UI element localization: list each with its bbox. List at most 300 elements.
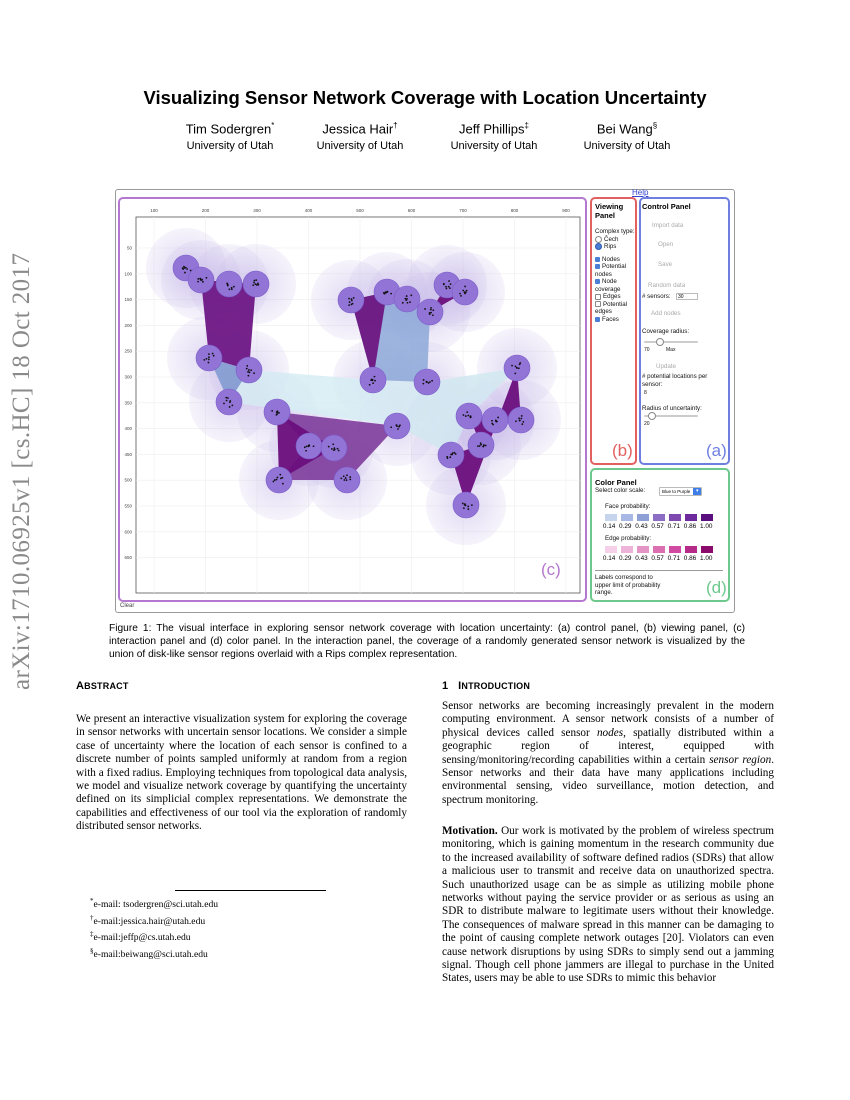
radio-icon bbox=[595, 236, 602, 243]
motivation-label: Motivation. bbox=[442, 825, 498, 837]
potential-location-dot bbox=[398, 426, 400, 428]
sensor-node[interactable] bbox=[216, 271, 242, 297]
author-mark: * bbox=[271, 121, 275, 130]
x-tick-label: 200 bbox=[201, 208, 210, 213]
potential-location-dot bbox=[277, 477, 279, 479]
clear-button[interactable]: Clear bbox=[120, 603, 135, 609]
potential-location-dot bbox=[432, 309, 434, 311]
potential-location-dot bbox=[449, 287, 451, 289]
potential-location-dot bbox=[353, 297, 355, 299]
edges-checkbox[interactable] bbox=[595, 293, 635, 301]
faces-checkbox[interactable] bbox=[595, 316, 635, 324]
potential-location-dot bbox=[252, 284, 254, 286]
footnote bbox=[90, 928, 218, 945]
x-tick-label: 600 bbox=[407, 208, 416, 213]
potential-location-dot bbox=[424, 308, 426, 310]
potential-location-dot bbox=[202, 281, 204, 283]
potential-location-dot bbox=[186, 268, 188, 270]
viewing-panel-content bbox=[595, 202, 635, 323]
cech-label: Čech bbox=[604, 235, 619, 243]
potential-location-dot bbox=[201, 279, 203, 281]
y-tick-label: 550 bbox=[124, 503, 132, 509]
potential-location-dot bbox=[515, 365, 517, 367]
sensor-node[interactable] bbox=[508, 407, 534, 433]
color-swatch bbox=[701, 546, 713, 553]
potential-location-dot bbox=[467, 506, 469, 508]
potential-location-dot bbox=[247, 375, 249, 377]
author-mark: ‡ bbox=[524, 121, 529, 130]
sensor-node[interactable] bbox=[216, 389, 242, 415]
author-affiliation: University of Utah bbox=[450, 140, 538, 153]
potential-location-dot bbox=[386, 291, 388, 293]
potential-location-dot bbox=[383, 292, 385, 294]
potential-location-dot bbox=[272, 481, 274, 483]
potential-location-dot bbox=[346, 474, 348, 476]
potential-location-dot bbox=[182, 268, 184, 270]
potential-location-dot bbox=[406, 295, 408, 297]
potential-location-dot bbox=[206, 358, 208, 360]
potential-location-dot bbox=[231, 287, 233, 289]
author-name: Tim Sodergren bbox=[185, 121, 272, 137]
potential-location-dot bbox=[346, 479, 348, 481]
panel-label-a: (a) bbox=[706, 441, 727, 460]
y-tick-label: 100 bbox=[124, 271, 132, 277]
potential-location-dot bbox=[349, 479, 351, 481]
coverage-radius-value: 70 bbox=[644, 347, 650, 353]
potential-location-dot bbox=[278, 412, 280, 414]
abstract-text: We present an interactive visualization system for exploring the coverage in sensor networks with uncertain sensor locations. We consider a simple case of uncertainty where the location of each sensor is confined to a discrete number of points sampled uniformly at random from a region with a fixed radius. Employing techniques from topological data analysis, we model and visualize network coverage by quantifying the uncertainty defined on its simplicial complex representations. We demonstrate the capabilities and effectiveness of our tool via the exploration of randomly distributed sensor networks. bbox=[76, 713, 407, 833]
potential-location-dot bbox=[402, 302, 404, 304]
potential-location-dot bbox=[282, 483, 284, 485]
color-swatch bbox=[605, 514, 617, 521]
potential-location-dot bbox=[463, 414, 465, 416]
potential-location-dot bbox=[511, 365, 513, 367]
potential-location-dot bbox=[426, 381, 428, 383]
cech-radio[interactable] bbox=[595, 236, 635, 244]
intro-text: Sensor networks are becoming increasingly prevalent in the modern computing environment. A sensor network consists of a number of physical devices called sensor bbox=[442, 700, 774, 739]
potential-location-dot bbox=[491, 420, 493, 422]
num-sensors-input[interactable]: 30 bbox=[676, 293, 698, 300]
footnote-text: e-mail: tsodergren@sci.utah.edu bbox=[93, 899, 219, 911]
potential-location-dot bbox=[369, 384, 371, 386]
potential-location-dot bbox=[213, 355, 215, 357]
y-tick-label: 150 bbox=[124, 297, 132, 303]
potential-location-dot bbox=[496, 421, 498, 423]
potential-location-dot bbox=[428, 382, 430, 384]
footnote-rule bbox=[175, 890, 326, 891]
color-swatch bbox=[621, 546, 633, 553]
potential-location-dot bbox=[304, 446, 306, 448]
potential-location-dot bbox=[331, 448, 333, 450]
probability-value: 1.00 bbox=[699, 523, 713, 530]
potential-location-dot bbox=[463, 507, 465, 509]
footnote-mark: ‡ bbox=[90, 930, 94, 939]
footnote-text: e-mail:beiwang@sci.utah.edu bbox=[93, 949, 208, 961]
node-coverage-checkbox[interactable] bbox=[595, 278, 635, 293]
potential-location-dot bbox=[348, 298, 350, 300]
potential-location-dot bbox=[343, 475, 345, 477]
y-tick-label: 300 bbox=[124, 374, 132, 380]
radius-uncertainty-label: Radius of uncertainty: bbox=[642, 405, 702, 412]
y-tick-label: 250 bbox=[124, 348, 132, 354]
introduction-heading-rest: NTRODUCTION bbox=[461, 681, 531, 691]
potential-location-dot bbox=[521, 415, 523, 417]
coverage-max-label: Max bbox=[666, 347, 676, 353]
potential-location-dot bbox=[397, 428, 399, 430]
potential-location-dot bbox=[471, 504, 473, 506]
section-number: 1 bbox=[442, 680, 449, 692]
x-tick-label: 900 bbox=[562, 208, 570, 213]
potential-location-dot bbox=[452, 452, 454, 454]
color-swatch bbox=[605, 546, 617, 553]
intro-emph-region: sensor region bbox=[709, 753, 772, 766]
save-button[interactable]: Save bbox=[658, 261, 673, 268]
sensor-node[interactable] bbox=[417, 299, 443, 325]
potential-location-dot bbox=[306, 445, 308, 447]
potential-location-dot bbox=[313, 445, 315, 447]
x-tick-label: 700 bbox=[459, 208, 467, 213]
color-swatch bbox=[685, 546, 697, 553]
faces-label: Faces bbox=[602, 315, 619, 323]
viewing-panel-title: Viewing Panel bbox=[595, 202, 624, 220]
y-tick-label: 600 bbox=[124, 529, 132, 535]
footnote bbox=[90, 912, 218, 929]
potential-location-dot bbox=[372, 382, 374, 384]
potential-location-dot bbox=[448, 280, 450, 282]
color-swatch bbox=[637, 514, 649, 521]
potential-location-dot bbox=[253, 282, 255, 284]
potential-location-dot bbox=[396, 425, 398, 427]
potential-location-dot bbox=[454, 452, 456, 454]
probability-value: 0.71 bbox=[667, 555, 681, 562]
author-mark: † bbox=[393, 121, 398, 130]
potential-location-dot bbox=[225, 397, 227, 399]
color-swatch bbox=[621, 514, 633, 521]
potential-location-dot bbox=[184, 272, 186, 274]
potential-location-dot bbox=[459, 293, 461, 295]
author-name: Jessica Hair bbox=[322, 121, 394, 137]
x-tick-label: 800 bbox=[510, 208, 519, 213]
potential-location-dot bbox=[477, 445, 479, 447]
potential-location-dot bbox=[226, 400, 228, 402]
sensor-network-canvas[interactable] bbox=[121, 200, 584, 599]
y-tick-label: 500 bbox=[124, 477, 132, 483]
potential-location-dot bbox=[460, 295, 462, 297]
potential-location-dot bbox=[208, 362, 210, 364]
random-data-label: Random data bbox=[648, 282, 686, 289]
potential-location-dot bbox=[229, 406, 231, 408]
footnote-text: e-mail:jessica.hair@utah.edu bbox=[93, 915, 206, 927]
open-button[interactable]: Open bbox=[658, 241, 674, 248]
potential-location-dot bbox=[449, 456, 451, 458]
radius-uncertainty-value: 20 bbox=[644, 421, 650, 427]
potential-location-dot bbox=[409, 301, 411, 303]
potential-location-dot bbox=[455, 453, 457, 455]
potential-location-dot bbox=[516, 367, 518, 369]
edges-label: Edges bbox=[603, 293, 621, 301]
potential-location-dot bbox=[203, 359, 205, 361]
update-button[interactable]: Update bbox=[656, 363, 676, 370]
color-swatch bbox=[653, 514, 665, 521]
potential-location-dot bbox=[328, 446, 330, 448]
potential-location-dot bbox=[371, 379, 373, 381]
potential-location-dot bbox=[447, 457, 449, 459]
potential-location-dot bbox=[351, 300, 353, 302]
potential-location-dot bbox=[480, 444, 482, 446]
potential-location-dot bbox=[390, 293, 392, 295]
potential-location-dot bbox=[208, 353, 210, 355]
y-tick-label: 400 bbox=[124, 426, 132, 432]
abstract-heading-first: A bbox=[76, 680, 85, 692]
potential-location-dot bbox=[448, 286, 450, 288]
checkbox-icon bbox=[595, 279, 600, 284]
y-tick-label: 200 bbox=[124, 322, 132, 328]
potential-location-dot bbox=[337, 448, 339, 450]
complex-type-label: Complex type: bbox=[595, 228, 635, 235]
color-scale-select[interactable] bbox=[659, 487, 702, 496]
color-swatch bbox=[669, 514, 681, 521]
add-nodes-button[interactable]: Add nodes bbox=[651, 310, 681, 317]
potential-nodes-label: Potential nodes bbox=[595, 263, 627, 278]
radius-uncertainty-knob[interactable] bbox=[648, 412, 656, 420]
potential-location-dot bbox=[227, 397, 229, 399]
potential-location-dot bbox=[466, 290, 468, 292]
face-probability-values bbox=[601, 523, 714, 530]
motivation-text: Our work is motivated by the problem of wireless spectrum monitoring, which is gaining momentum in the research community due to the increased availability of software defined radios (SDRs) that allow a malicious user to transmit and receive data on unauthorized spectra. Such unauthorized usage can be as simple as utilizing mobile phone networks without paying the service provider or as serious as using an SDR to distribute malware to legitimate users without their knowledge. The consequences of malware spread in this manner can be damaging to the point of causing complete network outages [20]. Violators can even cause network disruptions by using SDRs to simply send out a jamming signal. Though cell phone jammers are illegal to purchase in the United States, users may be able to use SDRs to mimic this behavior bbox=[442, 825, 774, 985]
potential-location-dot bbox=[443, 284, 445, 286]
potential-location-dot bbox=[348, 304, 350, 306]
potential-location-dot bbox=[450, 283, 452, 285]
potential-location-dot bbox=[229, 401, 231, 403]
abstract-heading-rest: BSTRACT bbox=[84, 681, 129, 691]
potential-location-dot bbox=[255, 279, 257, 281]
potential-location-dot bbox=[276, 411, 278, 413]
potential-location-dot bbox=[467, 415, 469, 417]
color-panel-note: Labels correspond to upper limit of probability range. bbox=[595, 574, 661, 596]
arxiv-identifier: arXiv:1710.06925v1 [cs.HC] 18 Oct 2017 bbox=[8, 252, 35, 690]
potential-location-dot bbox=[431, 380, 433, 382]
radio-icon bbox=[595, 243, 602, 250]
edge-color-swatches bbox=[605, 546, 713, 553]
potential-location-dot bbox=[349, 301, 351, 303]
motivation-paragraph bbox=[442, 825, 774, 986]
control-panel-title: Control Panel bbox=[642, 202, 691, 211]
probability-value: 0.29 bbox=[619, 523, 632, 530]
rips-label: Rips bbox=[604, 243, 617, 251]
paper-title: Visualizing Sensor Network Coverage with Location Uncertainty bbox=[143, 87, 707, 108]
footnote-text: e-mail:jeffp@cs.utah.edu bbox=[93, 932, 191, 944]
edge-probability-label: Edge probability: bbox=[605, 535, 652, 542]
num-sensors-label: # sensors: bbox=[642, 293, 671, 300]
coverage-radius-label: Coverage radius: bbox=[642, 328, 690, 335]
x-tick-label: 100 bbox=[150, 208, 158, 213]
potential-location-dot bbox=[466, 411, 468, 413]
y-tick-label: 650 bbox=[124, 555, 132, 561]
potential-location-dot bbox=[280, 477, 282, 479]
potential-location-dot bbox=[276, 413, 278, 415]
potential-location-dot bbox=[246, 365, 248, 367]
face-color-swatches bbox=[605, 514, 713, 521]
potential-location-dot bbox=[470, 416, 472, 418]
checkbox-icon bbox=[595, 264, 600, 269]
color-swatch bbox=[669, 546, 681, 553]
potential-location-dot bbox=[197, 281, 199, 283]
potential-nodes-checkbox[interactable] bbox=[595, 263, 635, 278]
author-block bbox=[547, 121, 707, 152]
potential-location-dot bbox=[446, 288, 448, 290]
rips-radio[interactable] bbox=[595, 243, 635, 251]
potential-location-dot bbox=[407, 302, 409, 304]
divider bbox=[595, 570, 723, 571]
probability-value: 0.57 bbox=[651, 523, 664, 530]
potential-location-dot bbox=[231, 404, 233, 406]
potential-location-dot bbox=[343, 479, 345, 481]
potential-location-dot bbox=[197, 278, 199, 280]
potential-location-dot bbox=[465, 415, 467, 417]
potential-location-dot bbox=[233, 286, 235, 288]
potential-location-dot bbox=[462, 290, 464, 292]
potential-location-dot bbox=[199, 278, 201, 280]
potential-location-dot bbox=[432, 314, 434, 316]
color-swatch bbox=[685, 514, 697, 521]
potential-location-dot bbox=[430, 307, 432, 309]
potential-location-dot bbox=[390, 426, 392, 428]
color-panel-title: Color Panel bbox=[595, 478, 637, 487]
checkbox-icon bbox=[595, 301, 601, 307]
potential-location-dot bbox=[518, 367, 520, 369]
probability-value: 0.86 bbox=[683, 555, 697, 562]
probability-value: 0.14 bbox=[602, 555, 616, 562]
potential-location-dot bbox=[522, 421, 524, 423]
author-name: Bei Wang bbox=[596, 121, 653, 137]
footnotes bbox=[90, 895, 218, 962]
abstract-heading bbox=[76, 680, 129, 692]
help-link[interactable]: Help bbox=[632, 188, 649, 197]
import-data-button[interactable]: Import data bbox=[652, 222, 684, 229]
footnote-mark: * bbox=[90, 897, 94, 905]
footnote bbox=[90, 895, 218, 912]
introduction-heading bbox=[442, 680, 530, 692]
color-swatch bbox=[653, 546, 665, 553]
potential-location-dot bbox=[248, 369, 250, 371]
potential-edges-checkbox[interactable] bbox=[595, 301, 635, 316]
color-scale-label: Select color scale: bbox=[595, 487, 646, 494]
potential-location-dot bbox=[480, 442, 482, 444]
potential-location-dot bbox=[349, 476, 351, 478]
potential-location-dot bbox=[274, 479, 276, 481]
sensor-node[interactable] bbox=[338, 287, 364, 313]
potential-location-dot bbox=[429, 312, 431, 314]
potential-location-dot bbox=[519, 420, 521, 422]
potential-location-dot bbox=[223, 403, 225, 405]
x-tick-label: 300 bbox=[253, 208, 261, 213]
potential-location-dot bbox=[255, 283, 257, 285]
potential-location-dot bbox=[497, 417, 499, 419]
potential-location-dot bbox=[253, 280, 255, 282]
potential-locations-value: 8 bbox=[644, 390, 647, 396]
potential-location-dot bbox=[422, 383, 424, 385]
y-tick-label: 450 bbox=[124, 451, 132, 457]
figure-caption: Figure 1: The visual interface in exploring sensor network coverage with location uncertainty: (a) control panel, (b) viewing panel, (c) interaction panel and (d) color panel. In the interaction panel, the coverage of a randomly generated sensor network is visualized by the union of disk-like sensor regions overlaid with a Rips complex representation. bbox=[109, 623, 745, 660]
potential-location-dot bbox=[351, 304, 353, 306]
potential-location-dot bbox=[208, 359, 210, 361]
potential-location-dot bbox=[250, 369, 252, 371]
potential-location-dot bbox=[276, 479, 278, 481]
introduction-heading-first: I bbox=[458, 680, 462, 692]
potential-location-dot bbox=[227, 283, 229, 285]
probability-value: 0.43 bbox=[635, 523, 648, 530]
potential-location-dot bbox=[271, 410, 273, 412]
sensor-node[interactable] bbox=[266, 467, 292, 493]
author-affiliation: University of Utah bbox=[583, 140, 671, 153]
checkbox-icon bbox=[595, 317, 600, 322]
color-swatch bbox=[637, 546, 649, 553]
probability-value: 0.14 bbox=[602, 523, 616, 530]
potential-location-dot bbox=[212, 353, 214, 355]
intro-text: , spatially distributed within a geographic region of interest, equipped with sensing/monitoring/recording capabilities within a certain bbox=[442, 726, 774, 766]
probability-value: 0.43 bbox=[635, 555, 648, 562]
potential-location-dot bbox=[464, 503, 466, 505]
potential-location-dot bbox=[410, 294, 412, 296]
potential-location-dot bbox=[485, 445, 487, 447]
potential-location-dot bbox=[464, 293, 466, 295]
potential-locations-label: # potential locations per sensor: bbox=[642, 373, 708, 388]
author-name: Jeff Phillips bbox=[459, 121, 525, 137]
potential-location-dot bbox=[405, 299, 407, 301]
potential-location-dot bbox=[464, 286, 466, 288]
checkbox-icon bbox=[595, 257, 600, 262]
potential-location-dot bbox=[445, 286, 447, 288]
potential-location-dot bbox=[515, 420, 517, 422]
probability-value: 0.71 bbox=[667, 523, 681, 530]
face-probability-label: Face probability: bbox=[605, 503, 651, 510]
potential-location-dot bbox=[404, 298, 406, 300]
panel-label-c: (c) bbox=[541, 560, 561, 579]
footnote-mark: † bbox=[90, 913, 94, 922]
coverage-radius-slider[interactable] bbox=[644, 341, 698, 343]
coverage-radius-knob[interactable] bbox=[656, 338, 664, 346]
potential-location-dot bbox=[520, 418, 522, 420]
potential-location-dot bbox=[514, 373, 516, 375]
potential-location-dot bbox=[338, 450, 340, 452]
potential-location-dot bbox=[340, 477, 342, 479]
potential-location-dot bbox=[374, 376, 376, 378]
probability-value: 0.29 bbox=[619, 555, 632, 562]
intro-text: . Sensor networks and their data have many applications including environmental sensing, video surveillance, motion detection, and spectrum monitoring. bbox=[442, 753, 774, 806]
x-tick-label: 400 bbox=[304, 208, 313, 213]
potential-location-dot bbox=[184, 267, 186, 269]
potential-location-dot bbox=[462, 503, 464, 505]
checkbox-icon bbox=[595, 294, 601, 300]
x-tick-label: 500 bbox=[356, 208, 364, 213]
footnote bbox=[90, 945, 218, 962]
potential-location-dot bbox=[374, 380, 376, 382]
potential-location-dot bbox=[483, 445, 485, 447]
potential-location-dot bbox=[521, 423, 523, 425]
potential-location-dot bbox=[208, 356, 210, 358]
introduction-paragraph bbox=[442, 700, 774, 807]
nodes-label: Nodes bbox=[602, 255, 620, 263]
potential-location-dot bbox=[246, 368, 248, 370]
potential-location-dot bbox=[308, 445, 310, 447]
node-coverage-label: Node coverage bbox=[595, 278, 621, 293]
potential-location-dot bbox=[518, 417, 520, 419]
nodes-checkbox[interactable] bbox=[595, 256, 635, 264]
potential-location-dot bbox=[253, 372, 255, 374]
y-tick-label: 350 bbox=[124, 400, 132, 406]
author-affiliation: University of Utah bbox=[186, 140, 274, 153]
potential-location-dot bbox=[205, 277, 207, 279]
